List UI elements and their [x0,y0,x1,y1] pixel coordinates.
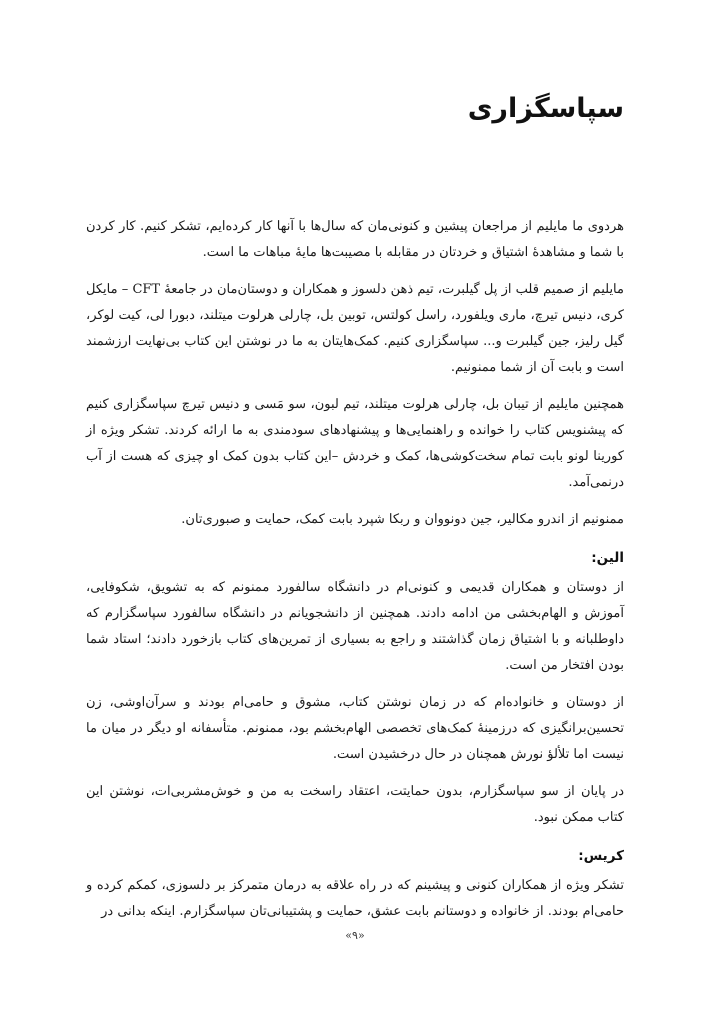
eline-paragraph-1: از دوستان و همکاران قدیمی و کنونی‌ام در دانشگاه سالفورد ممنونم که به تشویق، شکوفایی، آموزش و الهام‌بخشی من ادامه دادند. همچنین از دانشجویانم در دانشگاه سالفورد سپاسگزارم که داوطلبانه و با اشتیاق زمان گذاشتند و راجع به بسیاری از تمرین‌های کتاب بازخورد دادند؛ استاد شما بودن افتخار من است. [86,580,624,673]
eline-paragraph-2: از دوستان و خانواده‌ام که در زمان نوشتن کتاب، مشوق و حامی‌ام بودند و سرآن‌اوشی، زن تحسین‌برانگیزی که درزمینهٔ کمک‌های تخصصی الهام‌بخشم بود، ممنونم. متأسفانه او دیگر در میان ما نیست اما تلألؤ نورش همچنان در حال درخشیدن است. [86,695,624,762]
eline-heading: الین: [591,550,624,566]
intro-paragraph-2: مایلیم از صمیم قلب از پل گیلبرت، تیم ذهن دلسوز و همکاران و دوستان‌مان در جامعهٔ CFT – مایکل کری، دنیس تیرچ، ماری ویلفورد، راسل کولتس، توبین بل، چارلی هرلوت میتلند، دبورا لی، کیت لوکر، گیل رلیز، جین گیلبرت و... سپاسگزاری کنیم. کمک‌هایتان به ما در نوشتن این کتاب بی‌نهایت ارزشمند است و بابت آن از شما ممنونیم. [86,282,624,375]
chris-heading: کریس: [578,848,624,864]
intro-paragraph-3: همچنین مایلیم از تیبان بل، چارلی هرلوت میتلند، تیم لبون، سو مَسی و دنیس تیرچ سپاسگزاری کنیم که پیشنویس کتاب را خوانده و راهنمایی‌ها و پیشنهادهای سودمندی به ما ارائه کردند. تشکر ویژه از کورینا لونو بابت تمام سخت‌کوشی‌ها، کمک و خردش –این کتاب بدون کمک او چیزی که هست از آب درنمی‌آمد. [86,397,624,490]
intro-paragraph-1: هردوی ما مایلیم از مراجعان پیشین و کنونی‌مان که سال‌ها با آنها کار کرده‌ایم، تشکر کنیم. کار کردن با شما و مشاهدهٔ اشتیاق و خردتان در مقابله با مصیبت‌ها مایهٔ مباهات ما است. [86,219,624,260]
intro-paragraph-4: ممنونیم از اندرو مکالیر، جین دونووان و ربکا شپرد بابت کمک، حمایت و صبوری‌تان. [181,512,624,527]
page-number: «۹» [345,929,365,942]
page-title: سپاسگزاری [467,93,624,124]
chris-paragraph-1: تشکر ویژه از همکاران کنونی و پیشینم که در راه علاقه به درمان متمرکز بر دلسوزی، کمکم کرده و حامی‌ام بودند. از خانواده و دوستانم بابت عشق، حمایت و پشتیبانی‌تان سپاسگزارم. اینکه بدانی در [86,878,624,919]
page-content [86,214,624,936]
eline-paragraph-3: در پایان از سو سپاسگزارم، بدون حمایتت، اعتقاد راسخت به من و خوش‌مشربی‌ات، نوشتن این کتاب ممکن نبود. [86,784,624,825]
